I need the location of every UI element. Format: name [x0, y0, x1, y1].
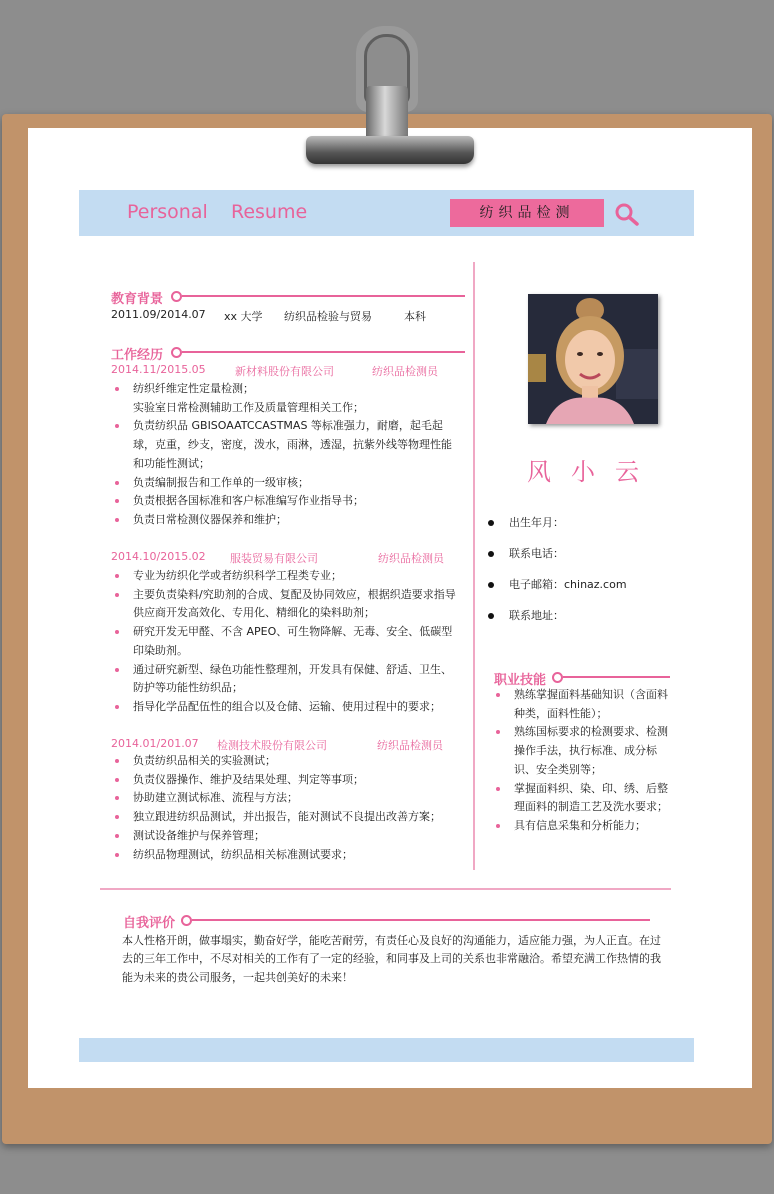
job2-duties: [113, 567, 458, 717]
list-item: 研究开发无甲醛、不含 APEO、可生物降解、无毒、安全、低碳型印染助剂。: [113, 623, 458, 660]
list-item: 负责纺织品 GBISOAATCCASTMAS 等标准强力，耐磨，起毛起球，克重，纱支，密度，泼水，雨淋，透湿，抗紫外线等物理性能和功能性测试；: [113, 417, 458, 473]
list-item: 纺织纤维定性定量检测； 实验室日常检测辅助工作及质量管理相关工作；: [113, 380, 458, 417]
info-email: 电子邮箱：chinaz.com: [488, 576, 627, 607]
heading-circle-icon: [171, 291, 182, 302]
work-heading-text: 工作经历: [111, 348, 164, 363]
skills-list: [494, 686, 676, 836]
search-box[interactable]: 纺织品检测: [450, 199, 604, 227]
profile-photo: [528, 294, 658, 424]
job3-company: 检测技术股份有限公司: [217, 739, 327, 752]
candidate-name: 风小云: [527, 458, 659, 486]
list-item: 负责编制报告和工作单的一级审核；: [113, 474, 458, 493]
skills-heading-text: 职业技能: [494, 673, 547, 688]
list-item: 熟练掌握面料基础知识（含面料种类，面料性能）；: [494, 686, 676, 723]
info-address: 联系地址：: [488, 607, 627, 638]
contact-info: [488, 514, 627, 638]
heading-circle-icon: [181, 915, 192, 926]
heading-line: [182, 295, 465, 297]
list-item: 熟练国标要求的检测要求、检测操作手法，执行标准、成分标识、安全类别等；: [494, 723, 676, 779]
job1-title: 纺织品检测员: [372, 365, 438, 378]
heading-circle-icon: [171, 347, 182, 358]
search-icon[interactable]: [614, 202, 640, 228]
header-word-resume: Resume: [231, 201, 308, 223]
list-item: 主要负责染料/究助剂的合成、复配及协同效应，根据织造要求指导供应商开发高效化、专用化、精细化的染料助剂；: [113, 586, 458, 623]
job2-title: 纺织品检测员: [378, 552, 444, 565]
heading-line: [192, 919, 650, 921]
job1-company: 新材料股份有限公司: [235, 365, 334, 378]
heading-circle-icon: [552, 672, 563, 683]
clip-body: [366, 86, 408, 140]
heading-line: [182, 351, 465, 353]
list-item: 负责纺织品相关的实验测试；: [113, 752, 458, 771]
self-eval-heading-text: 自我评价: [123, 916, 176, 931]
job3-period: 2014.01/201.07: [111, 737, 199, 750]
education-school: xx 大学: [224, 310, 263, 323]
list-item: 具有信息采集和分析能力；: [494, 817, 676, 836]
column-divider: [473, 262, 475, 870]
education-heading-text: 教育背景: [111, 292, 164, 307]
self-eval-heading: [123, 912, 650, 931]
list-item: 独立跟进纺织品测试，并出报告，能对测试不良提出改善方案；: [113, 808, 458, 827]
job3-title: 纺织品检测员: [377, 739, 443, 752]
list-item: 专业为纺织化学或者纺织科学工程类专业；: [113, 567, 458, 586]
section-divider: [100, 888, 671, 890]
footer-bar: [79, 1038, 694, 1062]
heading-line: [563, 676, 670, 678]
education-major: 纺织品检验与贸易: [284, 310, 372, 323]
work-heading: [111, 344, 465, 363]
job2-period: 2014.10/2015.02: [111, 550, 206, 563]
list-item: 指导化学品配伍性的组合以及仓储、运输、使用过程中的要求；: [113, 698, 458, 717]
job1-duties: [113, 380, 458, 530]
header-word-personal: Personal: [127, 201, 208, 223]
list-item: 测试设备维护与保养管理；: [113, 827, 458, 846]
skills-heading: [494, 669, 670, 688]
job1-period: 2014.11/2015.05: [111, 363, 206, 376]
list-item: 协助建立测试标准、流程与方法；: [113, 789, 458, 808]
education-heading: [111, 288, 465, 307]
clip-base: [306, 136, 474, 164]
education-degree: 本科: [404, 310, 426, 323]
education-period: 2011.09/2014.07: [111, 308, 206, 321]
info-birth: 出生年月：: [488, 514, 627, 545]
self-eval-text: 本人性格开朗，做事塌实，勤奋好学，能吃苦耐劳，有责任心及良好的沟通能力，适应能力强，为人正直。在过去的三年工作中，不尽对相关的工作有了一定的经验，和同事及上司的关系也非常融洽。希望充满工作热情的我能为未来的贵公司服务，一起共创美好的未来！: [122, 934, 661, 984]
list-item: 负责日常检测仪器保养和维护；: [113, 511, 458, 530]
list-item: 负责仪器操作、维护及结果处理、判定等事项；: [113, 771, 458, 790]
list-item: 纺织品物理测试，纺织品相关标准测试要求；: [113, 846, 458, 865]
list-item: 掌握面料织、染、印、绣、后整理面料的制造工艺及洗水要求；: [494, 780, 676, 817]
list-item: 通过研究新型、绿色功能性整理剂，开发具有保健、舒适、卫生、防护等功能性纺织品；: [113, 661, 458, 698]
portrait-illustration: [528, 294, 658, 424]
job2-company: 服装贸易有限公司: [230, 552, 318, 565]
info-phone: 联系电话：: [488, 545, 627, 576]
list-item: 负责根据各国标准和客户标准编写作业指导书；: [113, 492, 458, 511]
job3-duties: [113, 752, 458, 864]
